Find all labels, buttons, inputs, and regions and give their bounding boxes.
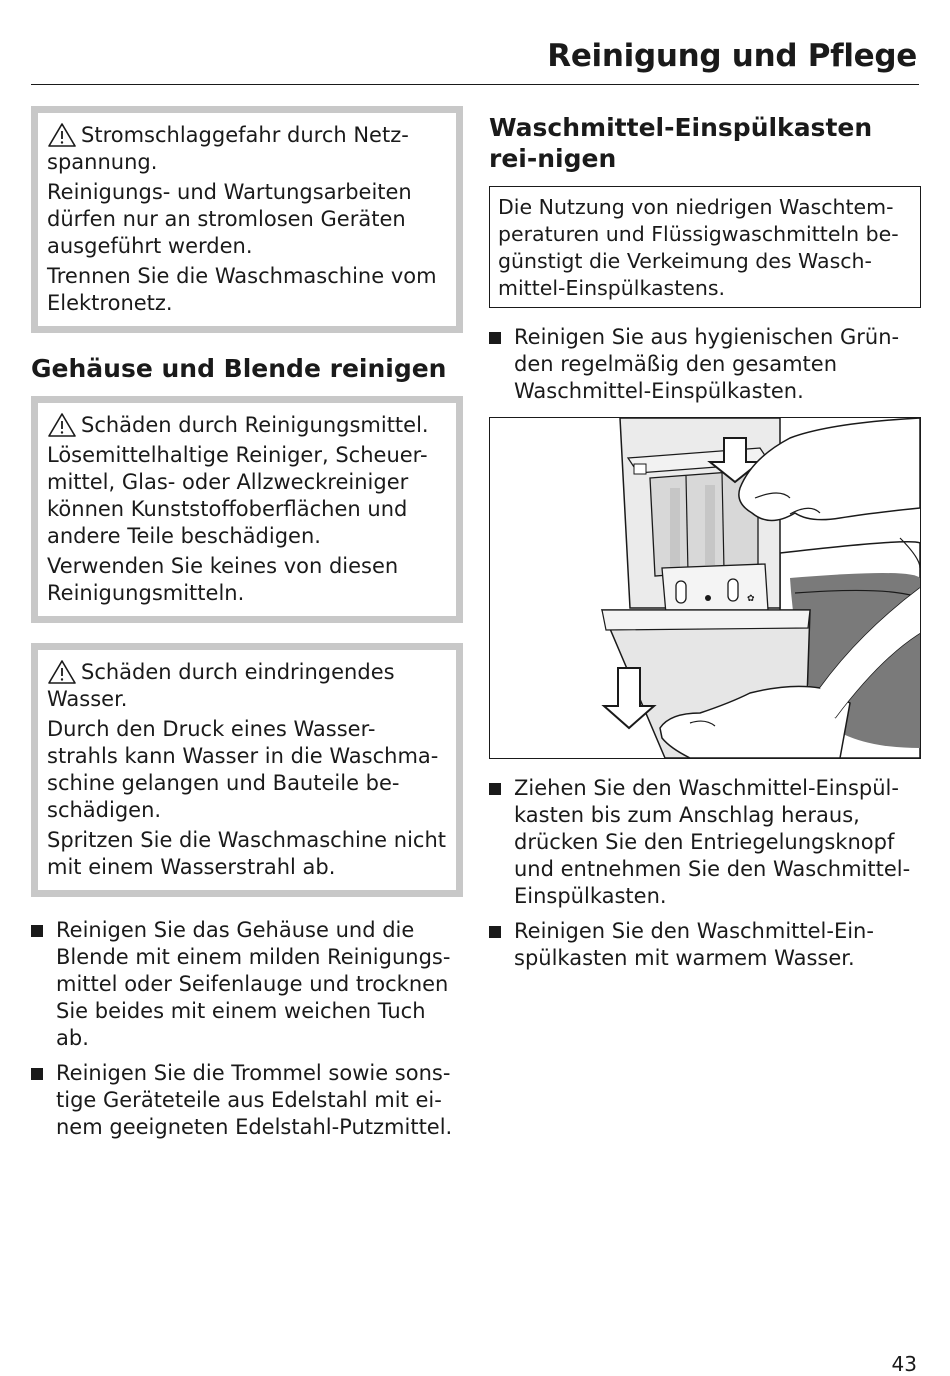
bullet-square-icon — [489, 926, 501, 938]
left-column — [31, 106, 463, 1149]
bullet-square-icon — [31, 1068, 43, 1080]
list-item: Reinigen Sie den Waschmittel-Ein-spülkasten mit warmem Wasser. — [489, 918, 921, 972]
warning-box-electric-shock — [31, 106, 463, 333]
warning-triangle-icon — [47, 122, 81, 149]
warning-triangle-icon — [47, 412, 81, 439]
bullet-square-icon — [489, 332, 501, 344]
warning-text: Trennen Sie die Waschmaschine vom Elektronetz. — [47, 264, 437, 315]
section-heading-dispenser: Waschmittel-Einspülkasten rei-nigen — [489, 113, 873, 173]
list-item: Reinigen Sie das Gehäuse und die Blende mit einem milden Reinigungs-mittel oder Seifenlauge und trocknen Sie beides mit einem weichen Tuch ab. — [31, 917, 463, 1052]
bullet-square-icon — [489, 783, 501, 795]
page-title: Reinigung und Pflege — [547, 38, 917, 74]
list-item: Ziehen Sie den Waschmittel-Einspül-kasten bis zum Anschlag heraus, drücken Sie den Entriegelungsknopf und entnehmen Sie den Waschmittel-Einspülkasten. — [489, 775, 921, 910]
warning-box-cleaning-agents — [31, 396, 463, 623]
dispenser-drawer-illustration — [489, 417, 921, 759]
list-item: Reinigen Sie die Trommel sowie sons-tige Geräteteile aus Edelstahl mit ei-nem geeigneten Edelstahl-Putzmittel. — [31, 1060, 463, 1141]
warning-text: Verwenden Sie keines von diesen Reinigungsmitteln. — [47, 554, 399, 605]
page-number: 43 — [891, 1352, 917, 1376]
bullet-square-icon — [31, 925, 43, 937]
warning-triangle-icon — [47, 659, 81, 686]
warning-text: Spritzen Sie die Waschmaschine nicht mit einem Wasserstrahl ab. — [47, 828, 446, 879]
section-heading-housing: Gehäuse und Blende reinigen — [31, 354, 447, 383]
svg-text:✿: ✿ — [747, 594, 755, 604]
note-box: Die Nutzung von niedrigen Waschtem-peraturen und Flüssigwaschmitteln be-günstigt die Verkeimung des Wasch-mittel-Einspülkastens. — [489, 186, 921, 308]
header-divider — [31, 84, 919, 85]
warning-text: Reinigungs- und Wartungsarbeiten dürfen nur an stromlosen Geräten ausgeführt werden. — [47, 180, 412, 258]
warning-title: Stromschlaggefahr durch Netz-spannung. — [47, 123, 409, 174]
warning-title: Schäden durch eindringendes Wasser. — [47, 660, 395, 711]
warning-box-water — [31, 643, 463, 897]
warning-text: Durch den Druck eines Wasser-strahls kann Wasser in die Waschma-schine gelangen und Bauteile be-schädigen. — [47, 717, 439, 822]
warning-text: Lösemittelhaltige Reiniger, Scheuer-mittel, Glas- oder Allzweckreiniger können Kunststoffoberflächen und andere Teile beschädigen. — [47, 443, 428, 548]
list-item: Reinigen Sie aus hygienischen Grün-den regelmäßig den gesamten Waschmittel-Einspülkasten. — [489, 324, 921, 405]
right-column — [489, 112, 921, 980]
warning-title: Schäden durch Reinigungsmittel. — [47, 412, 446, 439]
